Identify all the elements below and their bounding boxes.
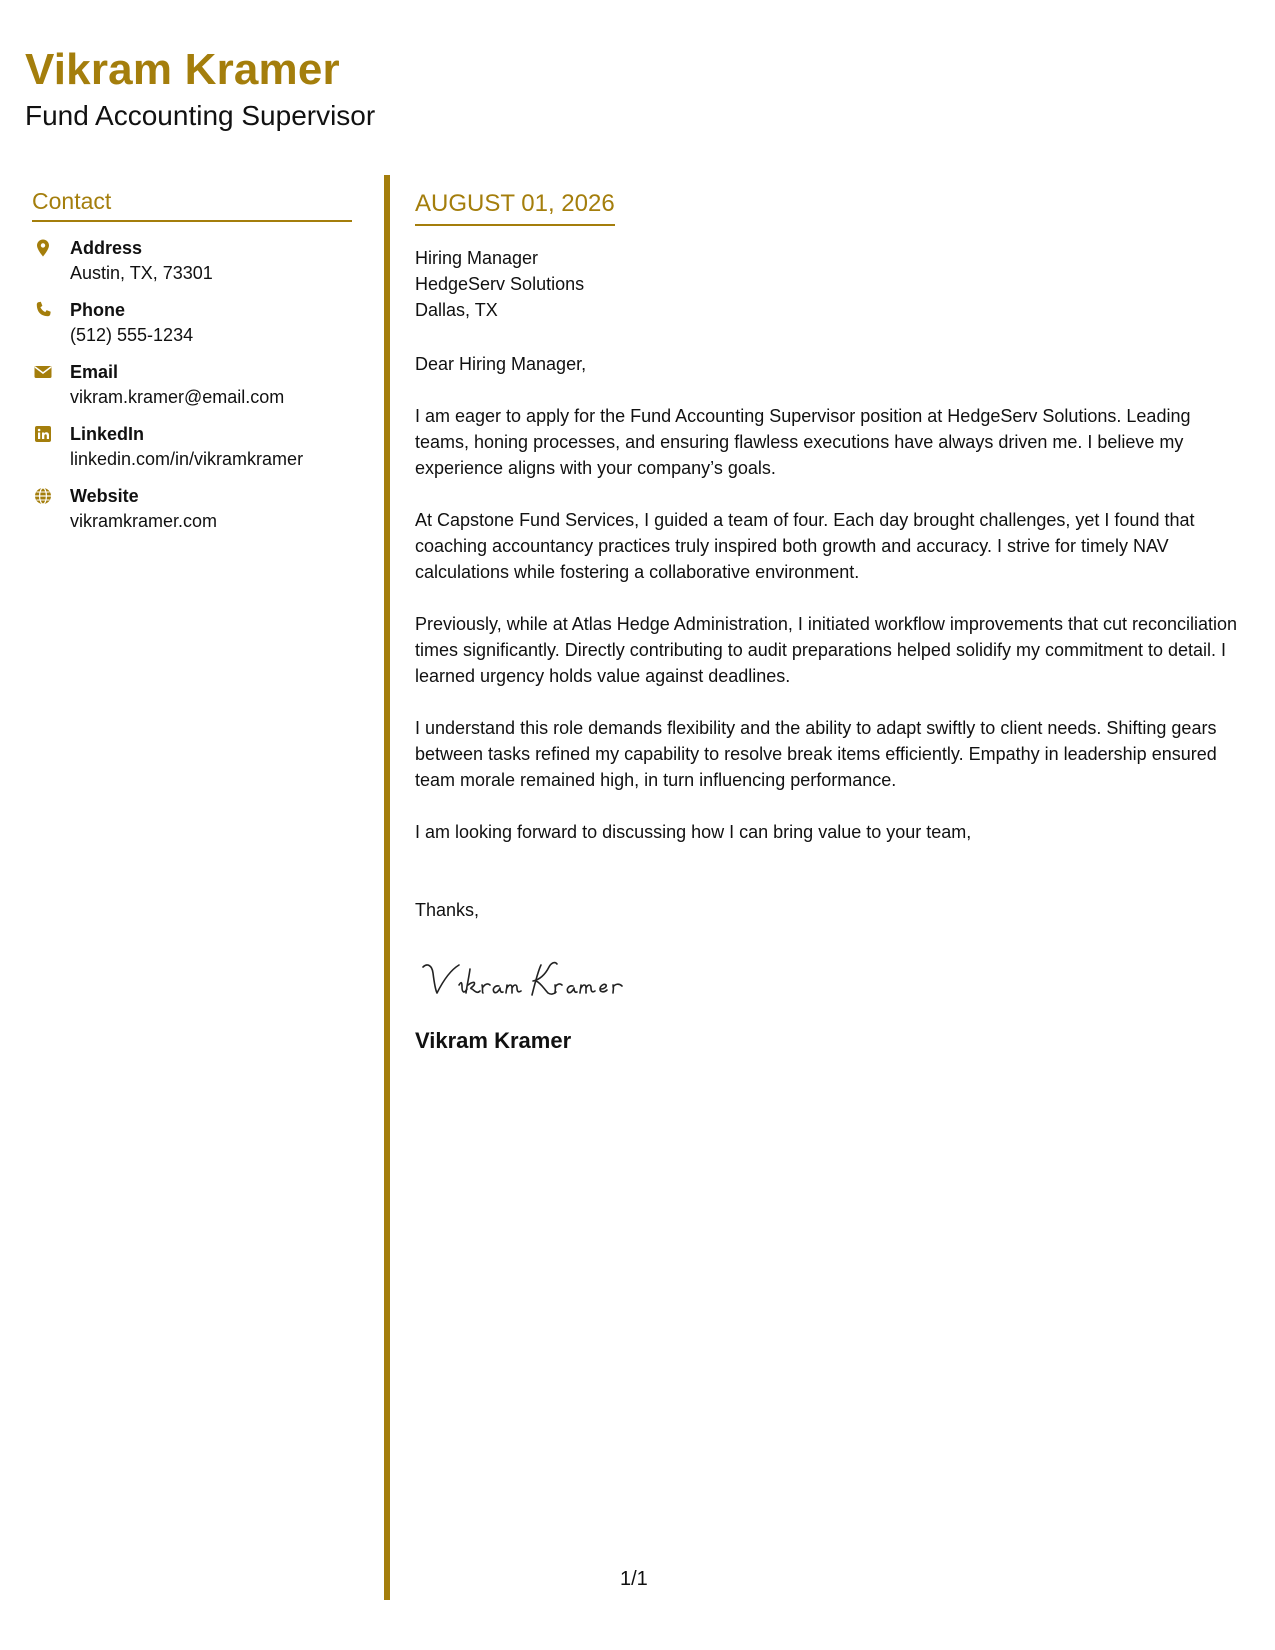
closing: Thanks,: [415, 899, 480, 920]
contact-label: LinkedIn: [70, 423, 145, 444]
recipient-line: Hiring Manager: [415, 247, 539, 268]
contact-value: (512) 555-1234: [70, 324, 194, 345]
contact-item-phone: [32, 298, 352, 348]
signoff-name: Vikram Kramer: [415, 1027, 572, 1053]
salutation: Dear Hiring Manager,: [415, 353, 587, 374]
letter-paragraph: Previously, while at Atlas Hedge Administration, I initiated workflow improvements that cut reconciliation times significantly. Directly contributing to audit preparations helped solidify my commitment to detail. I learned urgency holds value against deadlines.: [415, 613, 1238, 686]
contact-value: vikramkramer.com: [70, 510, 218, 531]
envelope-icon: [32, 361, 54, 383]
contact-item-address: [32, 236, 352, 286]
recipient-line: HedgeServ Solutions: [415, 273, 585, 294]
linkedin-icon: [32, 423, 54, 445]
letter-body: [415, 190, 1245, 1055]
letter-paragraph: I am looking forward to discussing how I can bring value to your team,: [415, 821, 972, 842]
letter-paragraph: At Capstone Fund Services, I guided a team of four. Each day brought challenges, yet I found that coaching accountancy practices truly inspired both growth and accuracy. I strive for timely NAV calculations while fostering a collaborative environment.: [415, 509, 1195, 582]
contact-label: Address: [70, 237, 143, 258]
handwritten-signature: [415, 957, 1245, 1009]
globe-icon: [32, 485, 54, 507]
map-pin-icon: [32, 237, 54, 259]
contact-value: linkedin.com/in/vikramkramer: [70, 448, 304, 469]
letter-date: AUGUST 01, 2026: [415, 190, 615, 226]
recipient-line: Dallas, TX: [415, 299, 498, 320]
letter-paragraph: I understand this role demands flexibility and the ability to adapt swiftly to client needs. Shifting gears between tasks refined my capability to resolve break items efficiently. Empathy in leadership ensured team morale remained high, in turn influencing performance.: [415, 717, 1217, 790]
contact-item-email: [32, 360, 352, 410]
contact-item-linkedin: [32, 422, 352, 472]
contact-label: Email: [70, 361, 119, 382]
recipient-block: [415, 245, 1245, 323]
contact-sidebar: [32, 188, 352, 546]
contact-label: Phone: [70, 299, 126, 320]
contact-value: Austin, TX, 73301: [70, 262, 213, 283]
applicant-role: Fund Accounting Supervisor: [25, 100, 376, 131]
contact-value: vikram.kramer@email.com: [70, 386, 285, 407]
contact-item-website: [32, 484, 352, 534]
contact-list: [32, 236, 352, 534]
contact-label: Website: [70, 485, 139, 506]
phone-icon: [32, 299, 54, 321]
letter-paragraph: I am eager to apply for the Fund Accounting Supervisor position at HedgeServ Solutions. Leading teams, honing processes, and ensuring flawless executions have always driven me. I believe my experience aligns with your company’s goals.: [415, 405, 1191, 478]
applicant-name: Vikram Kramer: [25, 45, 340, 94]
column-divider: [384, 175, 390, 1600]
page-number: 1/1: [620, 1568, 648, 1590]
contact-heading: Contact: [32, 188, 352, 222]
